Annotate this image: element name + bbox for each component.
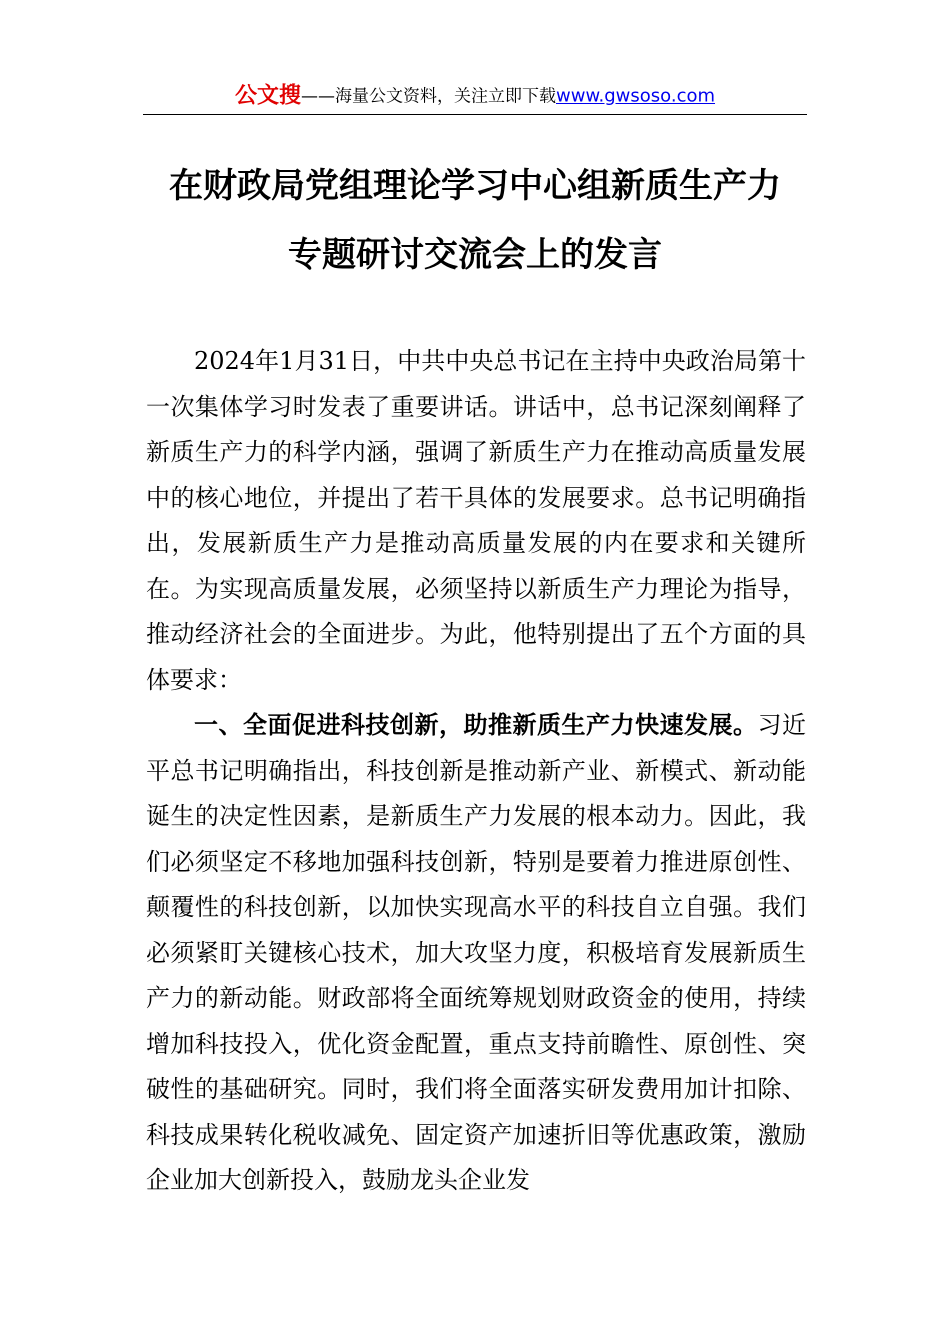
paragraph-section-1 [146, 703, 806, 1204]
document-title [120, 152, 830, 290]
document-body [146, 339, 806, 1204]
paragraph-text: 2024年1月31日，中共中央总书记在主持中央政治局第十一次集体学习时发表了重要讲话。讲话中，总书记深刻阐释了新质生产力的科学内涵，强调了新质生产力在推动高质量发展中的核心地位，并提出了若干具体的发展要求。总书记明确指出，发展新质生产力是推动高质量发展的内在要求和关键所在。为实现高质量发展，必须坚持以新质生产力理论为指导，推动经济社会的全面进步。为此，他特别提出了五个方面的具体要求： [146, 347, 806, 694]
title-line-1: 在财政局党组理论学习中心组新质生产力 [169, 166, 781, 206]
section-heading: 一、全面促进科技创新，助推新质生产力快速发展。 [194, 711, 758, 739]
title-line-2: 专题研讨交流会上的发言 [288, 235, 662, 275]
header-tagline: ——海量公文资料，关注立即下载 [301, 86, 556, 107]
header-divider [143, 114, 807, 115]
website-link[interactable]: www.gwsoso.com [556, 85, 716, 107]
paragraph-intro [146, 339, 806, 703]
page-header [143, 78, 807, 114]
header-line [235, 78, 715, 115]
paragraph-text: 习近平总书记明确指出，科技创新是推动新产业、新模式、新动能诞生的决定性因素，是新质生产力发展的根本动力。因此，我们必须坚定不移地加强科技创新，特别是要着力推进原创性、颠覆性的科技创新，以加快实现高水平的科技自立自强。我们必须紧盯关键核心技术，加大攻坚力度，积极培育发展新质生产力的新动能。财政部将全面统筹规划财政资金的使用，持续增加科技投入，优化资金配置，重点支持前瞻性、原创性、突破性的基础研究。同时，我们将全面落实研发费用加计扣除、科技成果转化税收减免、固定资产加速折旧等优惠政策，激励企业加大创新投入，鼓励龙头企业发 [146, 711, 806, 1194]
brand-logo-text: 公文搜 [234, 83, 301, 109]
